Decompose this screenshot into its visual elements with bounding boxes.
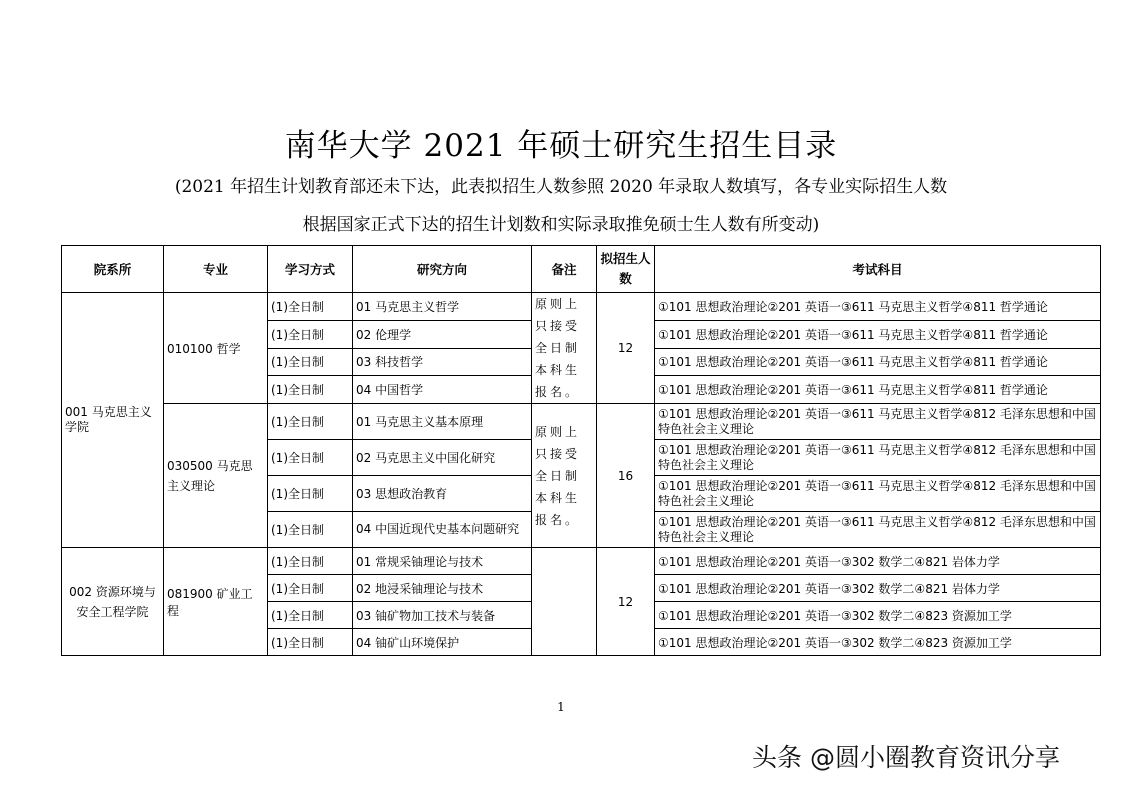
subjects-cell: ①101 思想政治理论②201 英语一③302 数学二④821 岩体力学 <box>655 575 1101 602</box>
header-subjects: 考试科目 <box>655 246 1101 293</box>
subjects-cell: ①101 思想政治理论②201 英语一③611 马克思主义哲学④811 哲学通论 <box>655 293 1101 321</box>
direction-cell: 02 地浸采铀理论与技术 <box>353 575 532 602</box>
mode-cell: (1)全日制 <box>268 512 353 548</box>
direction-cell: 02 马克思主义中国化研究 <box>353 440 532 476</box>
direction-cell: 03 铀矿物加工技术与装备 <box>353 602 532 629</box>
direction-cell: 03 科技哲学 <box>353 348 532 376</box>
mode-cell: (1)全日制 <box>268 376 353 404</box>
remark-cell: 原则上只接受全日制本科生报名。 <box>532 293 597 404</box>
mode-cell: (1)全日制 <box>268 440 353 476</box>
direction-cell: 04 铀矿山环境保护 <box>353 629 532 656</box>
subjects-cell: ①101 思想政治理论②201 英语一③611 马克思主义哲学④812 毛泽东思想和中国特色社会主义理论 <box>655 476 1101 512</box>
note-line-2: 根据国家正式下达的招生计划数和实际录取推免硕士生人数有所变动) <box>302 215 820 235</box>
page-number: 1 <box>557 700 565 714</box>
table-row <box>62 548 1101 575</box>
header-major: 专业 <box>164 246 268 293</box>
dept-cell: 001 马克思主义学院 <box>62 293 164 548</box>
quota-cell: 16 <box>597 404 655 548</box>
major-cell: 030500 马克思主义理论 <box>164 404 268 548</box>
mode-cell: (1)全日制 <box>268 476 353 512</box>
watermark-text: 头条 @圆小圈教育资讯分享 <box>752 743 1060 772</box>
direction-cell: 01 常规采铀理论与技术 <box>353 548 532 575</box>
note-line-1: (2021 年招生计划教育部还未下达，此表拟招生人数参照 2020 年录取人数填写，各专业实际招生人数 <box>174 177 948 197</box>
direction-cell: 04 中国哲学 <box>353 376 532 404</box>
subjects-cell: ①101 思想政治理论②201 英语一③611 马克思主义哲学④811 哲学通论 <box>655 348 1101 376</box>
direction-cell: 01 马克思主义哲学 <box>353 293 532 321</box>
page-title: 南华大学 2021 年硕士研究生招生目录 <box>284 128 838 164</box>
catalog-table <box>61 245 1101 656</box>
mode-cell: (1)全日制 <box>268 348 353 376</box>
subjects-cell: ①101 思想政治理论②201 英语一③302 数学二④821 岩体力学 <box>655 548 1101 575</box>
remark-cell <box>532 548 597 656</box>
mode-cell: (1)全日制 <box>268 575 353 602</box>
direction-cell: 03 思想政治教育 <box>353 476 532 512</box>
mode-cell: (1)全日制 <box>268 602 353 629</box>
mode-cell: (1)全日制 <box>268 293 353 321</box>
header-mode: 学习方式 <box>268 246 353 293</box>
direction-cell: 02 伦理学 <box>353 320 532 348</box>
subjects-cell: ①101 思想政治理论②201 英语一③611 马克思主义哲学④811 哲学通论 <box>655 376 1101 404</box>
header-quota: 拟招生人数 <box>597 246 655 293</box>
mode-cell: (1)全日制 <box>268 629 353 656</box>
direction-cell: 04 中国近现代史基本问题研究 <box>353 512 532 548</box>
quota-cell: 12 <box>597 293 655 404</box>
quota-cell: 12 <box>597 548 655 656</box>
remark-cell: 原则上只接受全日制本科生报名。 <box>532 404 597 548</box>
major-cell: 010100 哲学 <box>164 293 268 404</box>
subjects-cell: ①101 思想政治理论②201 英语一③611 马克思主义哲学④812 毛泽东思想和中国特色社会主义理论 <box>655 404 1101 440</box>
subjects-cell: ①101 思想政治理论②201 英语一③611 马克思主义哲学④812 毛泽东思想和中国特色社会主义理论 <box>655 512 1101 548</box>
mode-cell: (1)全日制 <box>268 320 353 348</box>
subjects-cell: ①101 思想政治理论②201 英语一③302 数学二④823 资源加工学 <box>655 629 1101 656</box>
dept-cell: 002 资源环境与安全工程学院 <box>62 548 164 656</box>
header-remark: 备注 <box>532 246 597 293</box>
major-cell: 081900 矿业工程 <box>164 548 268 656</box>
table-header-row <box>62 246 1101 293</box>
mode-cell: (1)全日制 <box>268 404 353 440</box>
header-dept: 院系所 <box>62 246 164 293</box>
mode-cell: (1)全日制 <box>268 548 353 575</box>
direction-cell: 01 马克思主义基本原理 <box>353 404 532 440</box>
table-row <box>62 293 1101 321</box>
subjects-cell: ①101 思想政治理论②201 英语一③611 马克思主义哲学④812 毛泽东思想和中国特色社会主义理论 <box>655 440 1101 476</box>
table-row <box>62 404 1101 440</box>
subjects-cell: ①101 思想政治理论②201 英语一③302 数学二④823 资源加工学 <box>655 602 1101 629</box>
subjects-cell: ①101 思想政治理论②201 英语一③611 马克思主义哲学④811 哲学通论 <box>655 320 1101 348</box>
header-direction: 研究方向 <box>353 246 532 293</box>
